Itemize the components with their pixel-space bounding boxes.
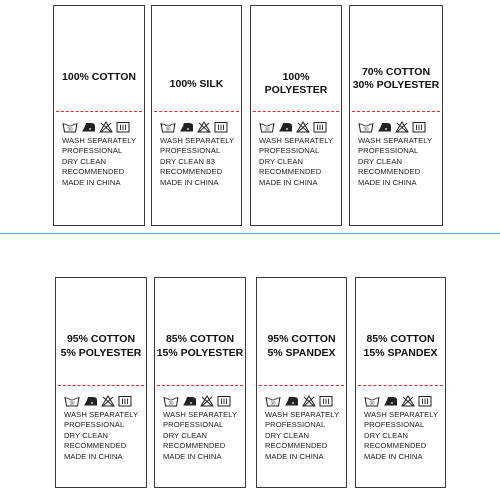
care-line: MADE IN CHINA — [358, 177, 417, 187]
svg-text:30: 30 — [67, 126, 73, 132]
care-line: MADE IN CHINA — [64, 451, 123, 461]
care-area — [356, 386, 445, 462]
care-line: WASH SEPARATELY — [160, 136, 235, 145]
care-label — [250, 5, 342, 226]
care-line: RECOMMENDED — [265, 441, 328, 451]
fabric-line: 30% POLYESTER — [352, 79, 440, 91]
fabric-line: 100% POLYESTER — [264, 71, 328, 96]
no-bleach-icon — [197, 121, 211, 133]
svg-text:30: 30 — [168, 400, 174, 406]
care-line: MADE IN CHINA — [163, 451, 222, 461]
care-icons — [62, 119, 144, 133]
care-line: WASH SEPARATELY — [62, 136, 137, 145]
fabric-area — [54, 6, 144, 111]
iron-icon — [81, 121, 96, 133]
iron-icon — [278, 121, 293, 133]
care-icons — [160, 119, 241, 133]
fabric-line: 70% COTTON — [361, 66, 431, 78]
care-area — [56, 386, 146, 462]
fabric-area — [350, 6, 442, 111]
iron-icon — [83, 395, 98, 407]
wash-30-icon — [358, 121, 374, 133]
tumble-dry-icon — [217, 395, 231, 407]
fabric-line: 95% COTTON — [66, 333, 136, 345]
care-line: DRY CLEAN — [364, 430, 409, 440]
fabric-area — [152, 6, 241, 111]
care-line: MADE IN CHINA — [160, 177, 219, 187]
care-line: WASH SEPARATELY — [364, 410, 439, 419]
svg-text:30: 30 — [69, 400, 75, 406]
no-bleach-icon — [101, 395, 115, 407]
care-line: WASH SEPARATELY — [64, 410, 139, 419]
fabric-area — [56, 278, 146, 385]
care-line: RECOMMENDED — [364, 441, 427, 451]
care-label — [154, 277, 246, 488]
care-line: PROFESSIONAL — [358, 146, 419, 156]
no-bleach-icon — [296, 121, 310, 133]
care-line: MADE IN CHINA — [265, 451, 324, 461]
no-bleach-icon — [395, 121, 409, 133]
care-line: WASH SEPARATELY — [259, 136, 334, 145]
care-area — [152, 112, 241, 188]
svg-text:30: 30 — [264, 126, 270, 132]
iron-icon — [179, 121, 194, 133]
care-line: WASH SEPARATELY — [163, 410, 238, 419]
iron-icon — [383, 395, 398, 407]
fabric-area — [356, 278, 445, 385]
care-line: MADE IN CHINA — [62, 177, 121, 187]
care-line: RECOMMENDED — [62, 167, 125, 177]
care-label — [55, 277, 147, 488]
fabric-line: 5% POLYESTER — [60, 347, 142, 359]
no-bleach-icon — [200, 395, 214, 407]
fabric-line: 85% COTTON — [366, 333, 435, 345]
care-line: DRY CLEAN — [358, 156, 403, 166]
care-line: WASH SEPARATELY — [265, 410, 340, 419]
care-icons — [259, 119, 341, 133]
care-line: DRY CLEAN — [62, 156, 107, 166]
wash-30-icon — [265, 395, 281, 407]
care-line: RECOMMENDED — [163, 441, 226, 451]
svg-text:30: 30 — [270, 400, 276, 406]
fabric-area — [155, 278, 245, 385]
tumble-dry-icon — [319, 395, 333, 407]
wash-30-icon — [160, 121, 176, 133]
fabric-line: 100% COTTON — [62, 71, 136, 83]
care-icons — [64, 393, 146, 407]
fabric-line: 95% COTTON — [267, 333, 336, 345]
care-label — [349, 5, 443, 226]
tumble-dry-icon — [118, 395, 132, 407]
care-line: RECOMMENDED — [358, 167, 421, 177]
svg-text:30: 30 — [363, 126, 369, 132]
svg-text:30: 30 — [369, 400, 375, 406]
fabric-line: 100% SILK — [169, 78, 224, 90]
care-label — [53, 5, 145, 226]
care-icons — [163, 393, 245, 407]
care-line: PROFESSIONAL — [64, 420, 125, 430]
fabric-line: 5% SPANDEX — [267, 347, 336, 359]
care-line: PROFESSIONAL — [160, 146, 221, 156]
care-line: RECOMMENDED — [259, 167, 322, 177]
fabric-line: 85% COTTON — [165, 333, 235, 345]
care-area — [350, 112, 442, 188]
care-line: DRY CLEAN — [163, 430, 208, 440]
care-line: PROFESSIONAL — [259, 146, 320, 156]
iron-icon — [377, 121, 392, 133]
tumble-dry-icon — [418, 395, 432, 407]
care-line: RECOMMENDED — [160, 167, 223, 177]
wash-30-icon — [62, 121, 78, 133]
care-area — [155, 386, 245, 462]
care-label — [256, 277, 347, 488]
tumble-dry-icon — [412, 121, 426, 133]
svg-text:30: 30 — [165, 126, 171, 132]
wash-30-icon — [64, 395, 80, 407]
care-line: DRY CLEAN — [265, 430, 310, 440]
fabric-line: 15% POLYESTER — [156, 347, 244, 359]
care-area — [251, 112, 341, 188]
care-area — [54, 112, 144, 188]
tumble-dry-icon — [116, 121, 130, 133]
care-area — [257, 386, 346, 462]
no-bleach-icon — [99, 121, 113, 133]
tumble-dry-icon — [313, 121, 327, 133]
wash-30-icon — [163, 395, 179, 407]
fabric-line: 15% SPANDEX — [363, 347, 438, 359]
wash-30-icon — [364, 395, 380, 407]
iron-icon — [182, 395, 197, 407]
care-icons — [265, 393, 346, 407]
care-label — [151, 5, 242, 226]
care-line: RECOMMENDED — [64, 441, 127, 451]
fabric-area — [251, 6, 341, 111]
care-icons — [358, 119, 442, 133]
care-line: DRY CLEAN 83 — [160, 156, 215, 166]
care-line: PROFESSIONAL — [364, 420, 425, 430]
care-icons — [364, 393, 445, 407]
fabric-area — [257, 278, 346, 385]
wash-30-icon — [259, 121, 275, 133]
care-line: MADE IN CHINA — [364, 451, 423, 461]
care-line: PROFESSIONAL — [62, 146, 123, 156]
care-label — [355, 277, 446, 488]
care-line: MADE IN CHINA — [259, 177, 318, 187]
tumble-dry-icon — [214, 121, 228, 133]
care-line: DRY CLEAN — [259, 156, 304, 166]
care-line: DRY CLEAN — [64, 430, 109, 440]
care-line: PROFESSIONAL — [163, 420, 224, 430]
no-bleach-icon — [302, 395, 316, 407]
no-bleach-icon — [401, 395, 415, 407]
care-line: PROFESSIONAL — [265, 420, 326, 430]
care-line: WASH SEPARATELY — [358, 136, 433, 145]
iron-icon — [284, 395, 299, 407]
row-divider — [0, 233, 500, 234]
